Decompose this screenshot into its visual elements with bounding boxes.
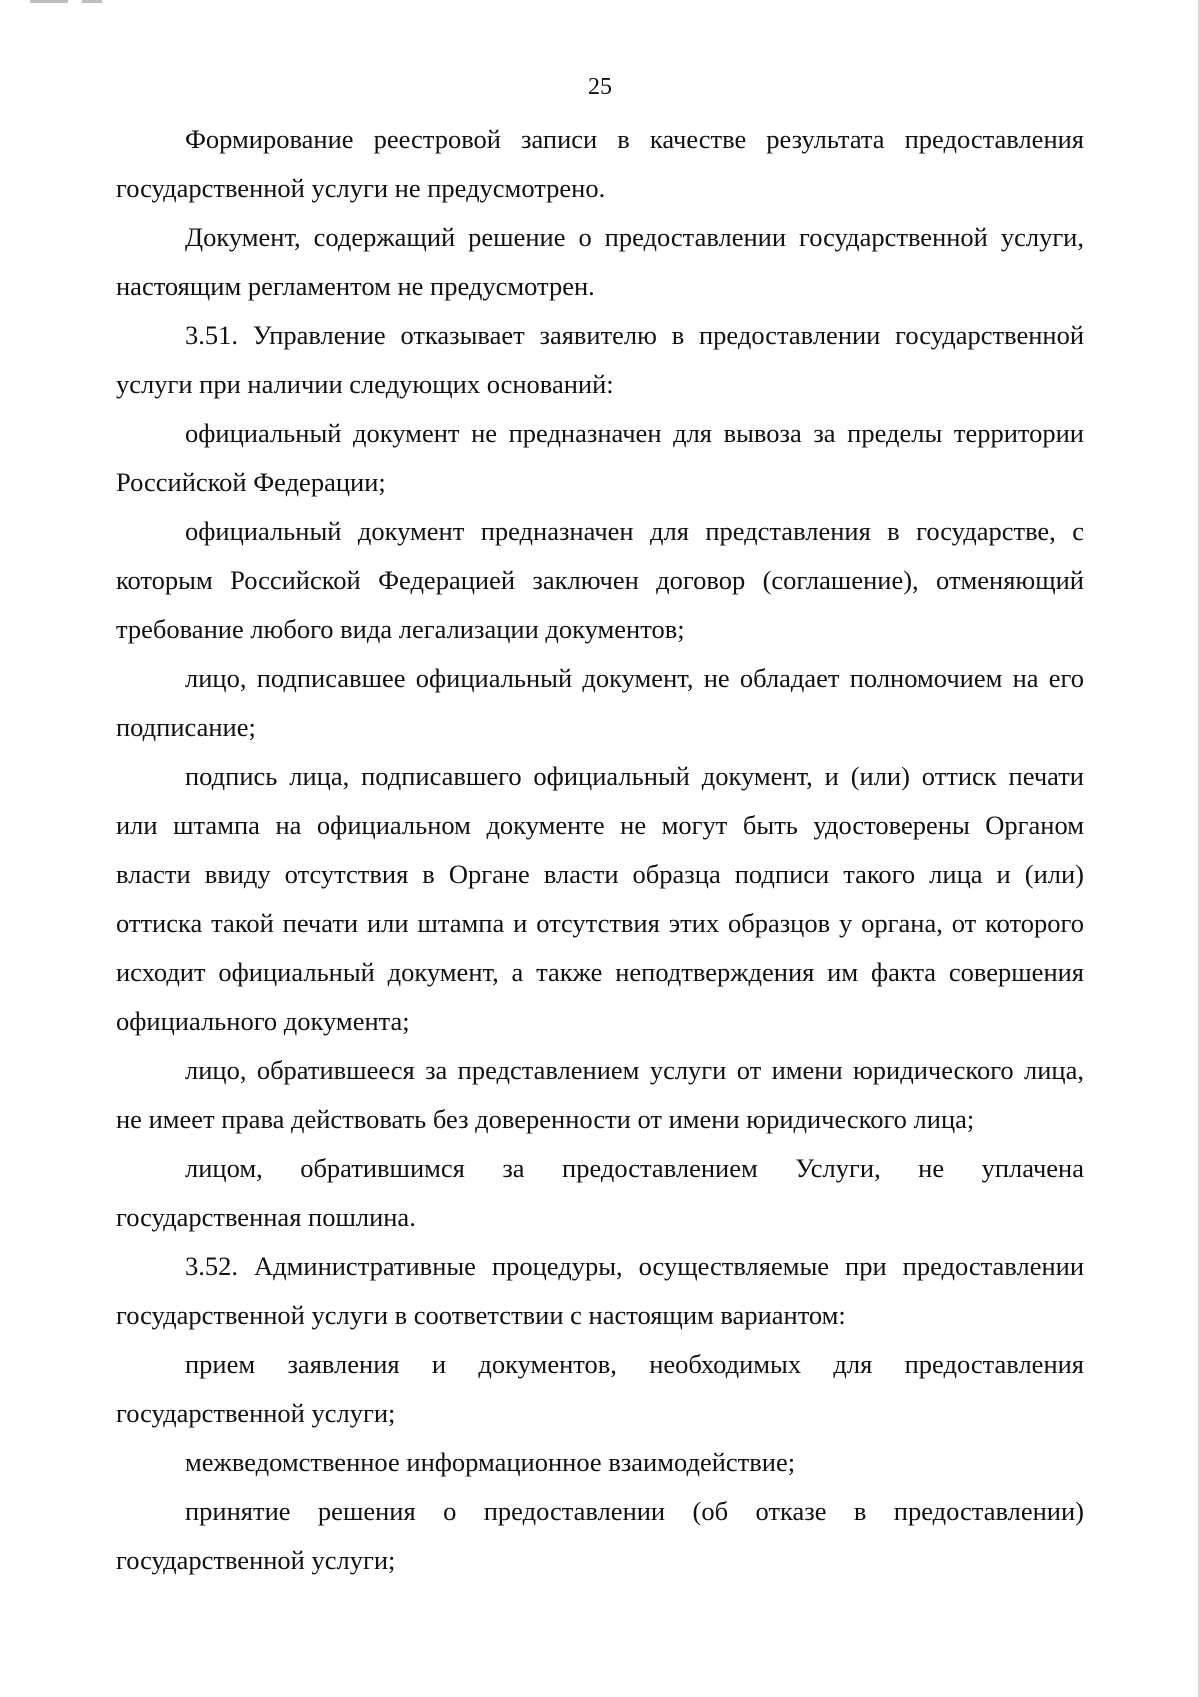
document-body [116,115,1084,1585]
list-item: прием заявления и документов, необходимых для предоставления государственной услуги; [116,1349,1084,1428]
paragraph: Формирование реестровой записи в качестве результата предоставления государственной услуги не предусмотрено. [116,124,1084,203]
paragraph: 3.52. Административные процедуры, осуществляемые при предоставлении государственной услуги в соответствии с настоящим вариантом: [116,1251,1084,1330]
list-item: лицо, подписавшее официальный документ, не обладает полномочием на его подписание; [116,663,1084,742]
list-item: принятие решения о предоставлении (об отказе в предоставлении) государственной услуги; [116,1496,1084,1575]
list-item: межведомственное информационное взаимодействие; [185,1447,796,1477]
list-item: подпись лица, подписавшего официальный документ, и (или) оттиск печати или штампа на официальном документе не могут быть удостоверены Органом власти ввиду отсутствия в Органе власти образца подписи такого лица и (или) оттиска такой печати или штампа и отсутствия этих образцов у органа, от которого исходит официальный документ, а также неподтверждения им факта совершения официального документа; [116,761,1084,1036]
scan-edge-mark [30,0,68,3]
list-item: официальный документ не предназначен для вывоза за пределы территории Российской Федерации; [116,418,1084,497]
list-item: официальный документ предназначен для представления в государстве, с которым Российской Федерацией заключен договор (соглашение), отменяющий требование любого вида легализации документов; [116,516,1084,644]
list-item: лицом, обратившимся за предоставлением Услуги, не уплачена государственная пошлина. [116,1153,1084,1232]
paragraph: 3.51. Управление отказывает заявителю в предоставлении государственной услуги при наличии следующих оснований: [116,320,1084,399]
paragraph: Документ, содержащий решение о предоставлении государственной услуги, настоящим регламентом не предусмотрен. [116,222,1084,301]
list-item: лицо, обратившееся за представлением услуги от имени юридического лица, не имеет права действовать без доверенности от имени юридического лица; [116,1055,1084,1134]
scan-edge-mark [82,0,102,3]
page-number: 25 [588,74,612,100]
